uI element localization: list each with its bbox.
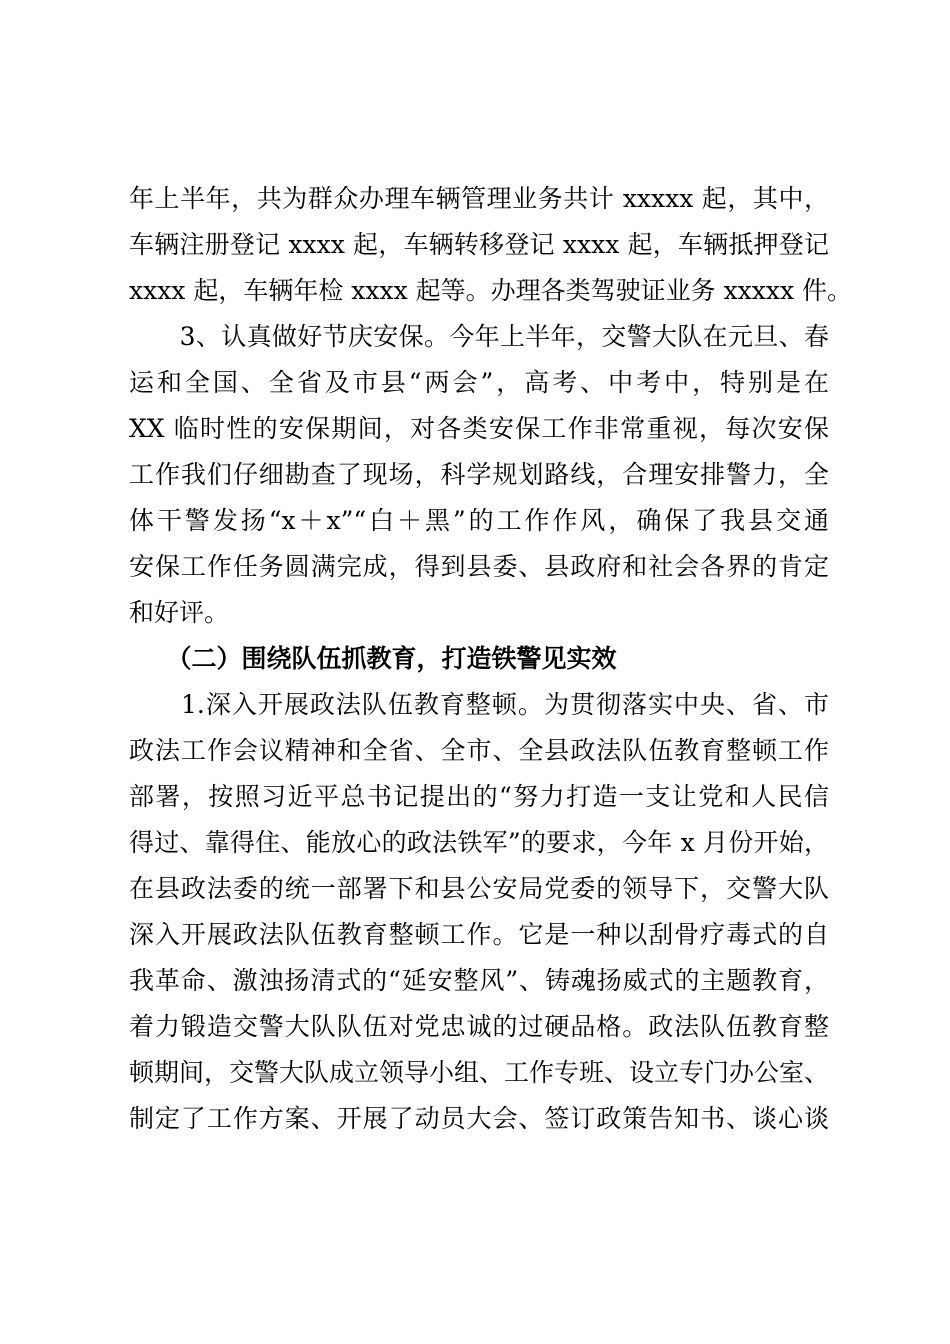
body-line: 工作我们仔细勘查了现场，科学规划路线，合理安排警力，全 [129,460,829,489]
body-line: 顿期间，交警大队成立领导小组、工作专班、设立专门办公室、 [129,1058,830,1087]
body-line: 我革命、激浊扬清式的“延安整风”、铸魂扬威式的主题教育， [129,966,829,995]
body-line: 着力锻造交警大队队伍对党忠诚的过硬品格。政法队伍教育整 [129,1012,829,1041]
body-line: 制定了工作方案、开展了动员大会、签订政策告知书、谈心谈 [129,1104,829,1133]
body-line: 体干警发扬“x＋x”“白＋黑”的工作作风，确保了我县交通 [129,506,829,535]
body-line: 3、认真做好节庆安保。今年上半年，交警大队在元旦、春 [129,322,829,351]
body-line: 得过、靠得住、能放心的政法铁军”的要求，今年 x 月份开始， [129,828,829,857]
body-line: 1.深入开展政法队伍教育整顿。为贯彻落实中央、省、市 [129,690,829,719]
body-line: 部署，按照习近平总书记提出的“努力打造一支让党和人民信 [129,782,829,811]
body-line: 深入开展政法队伍教育整顿工作。它是一种以刮骨疗毒式的自 [129,920,829,949]
body-line: 和好评。 [129,598,230,627]
document-body [129,176,853,1142]
body-line: xxxx 起，车辆年检 xxxx 起等。办理各类驾驶证业务 xxxxx 件。 [129,276,853,305]
body-line: 运和全国、全省及市县“两会”，高考、中考中，特别是在 [129,368,829,397]
body-line: 车辆注册登记 xxxx 起，车辆转移登记 xxxx 起，车辆抵押登记 [129,230,829,259]
body-line: 安保工作任务圆满完成，得到县委、县政府和社会各界的肯定 [129,552,829,581]
body-line: 在县政法委的统一部署下和县公安局党委的领导下，交警大队 [129,874,829,903]
section-heading: （二）围绕队伍抓教育，打造铁警见实效 [129,644,617,673]
body-line: 政法工作会议精神和全省、全市、全县政法队伍教育整顿工作 [129,736,829,765]
body-line: 年上半年，共为群众办理车辆管理业务共计 xxxxx 起，其中， [129,184,829,213]
body-line: XX 临时性的安保期间，对各类安保工作非常重视，每次安保 [129,414,829,443]
